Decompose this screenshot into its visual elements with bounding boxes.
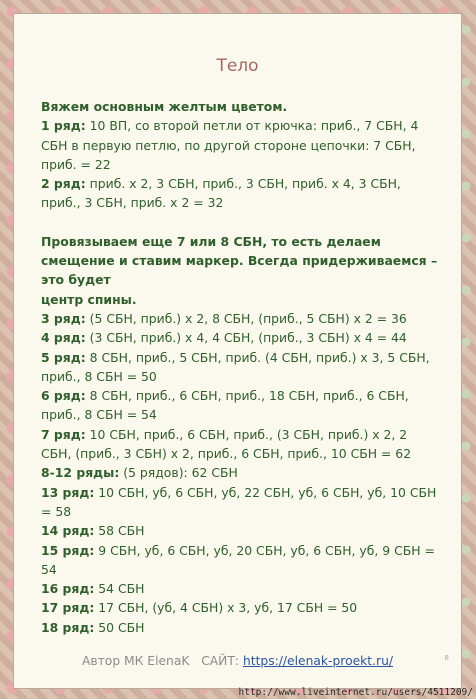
row-label: 3 ряд:	[41, 310, 86, 326]
pattern-text	[41, 97, 441, 637]
page-title: Тело	[216, 56, 259, 76]
row-instruction	[41, 618, 441, 637]
row-text: 8 СБН, приб., 6 СБН, приб., 18 СБН, приб., 6 СБН, приб., 8 СБН = 54	[41, 388, 409, 423]
footer-author: Автор МК ElenaK	[81, 654, 190, 668]
rows-block-1	[41, 116, 441, 212]
row-label: 1 ряд:	[41, 118, 86, 134]
row-instruction	[41, 579, 441, 598]
row-label: 18 ряд:	[41, 619, 95, 635]
row-label: 15 ряд:	[41, 542, 95, 558]
row-instruction	[41, 598, 441, 617]
row-text: 10 ВП, со второй петли от крючка: приб., 7 СБН, 4 СБН в первую петлю, по другой стороне цепочки: 7 СБН, приб. = 22	[41, 118, 419, 172]
note-line-1: Провязываем еще 7 или 8 СБН, то есть делаем смещение и ставим маркер. Всегда придерживаемся – это будет	[41, 233, 438, 288]
row-label: 17 ряд:	[41, 600, 95, 616]
row-label: 6 ряд:	[41, 388, 86, 404]
row-label: 5 ряд:	[41, 349, 86, 365]
row-text: 58 СБН	[94, 523, 145, 539]
page-number: 8	[444, 654, 449, 662]
row-label: 14 ряд:	[41, 523, 95, 539]
row-text: 54 СБН	[94, 581, 145, 597]
footer	[14, 654, 461, 668]
row-text: 50 СБН	[94, 619, 145, 635]
spacer	[41, 213, 441, 232]
row-instruction	[41, 483, 441, 522]
row-text: (5 СБН, приб.) х 2, 8 СБН, (приб., 5 СБН) х 2 = 36	[85, 310, 407, 326]
row-text: 8 СБН, приб., 5 СБН, приб. (4 СБН, приб.) х 3, 5 СБН, приб., 8 СБН = 50	[41, 349, 430, 384]
row-text: 9 СБН, уб, 6 СБН, уб, 20 СБН, уб, 6 СБН, уб, 9 СБН = 54	[41, 542, 435, 577]
site-link[interactable]: https://elenak-proekt.ru/	[242, 654, 394, 668]
page-card	[13, 13, 462, 689]
row-label: 4 ряд:	[41, 330, 86, 346]
row-instruction	[41, 463, 441, 482]
row-text: приб. х 2, 3 СБН, приб., 3 СБН, приб. х 4, 3 СБН, приб., 3 СБН, приб. х 2 = 32	[41, 176, 401, 211]
watermark-url: http://www.liveinternet.ru/users/4511209/	[238, 687, 473, 698]
row-instruction	[41, 328, 441, 347]
row-label: 8-12 ряды:	[41, 465, 120, 481]
row-instruction	[41, 521, 441, 540]
row-text: 17 СБН, (уб, 4 СБН) х 3, уб, 17 СБН = 50	[94, 600, 358, 616]
row-text: (5 рядов): 62 СБН	[119, 465, 238, 481]
row-text: 10 СБН, приб., 6 СБН, приб., (3 СБН, приб.) х 2, 2 СБН, (приб., 3 СБН) х 2, приб., 6 СБН, приб., 10 СБН = 62	[41, 426, 412, 462]
footer-site-label: САЙТ:	[201, 654, 240, 668]
row-instruction	[41, 386, 441, 425]
row-instruction	[41, 541, 441, 580]
row-instruction	[41, 309, 441, 328]
row-instruction	[41, 116, 441, 174]
row-instruction	[41, 174, 441, 213]
rows-block-2	[41, 309, 441, 637]
row-text: 10 СБН, уб, 6 СБН, уб, 22 СБН, уб, 6 СБН, уб, 10 СБН = 58	[41, 484, 437, 519]
row-label: 2 ряд:	[41, 176, 86, 192]
row-label: 16 ряд:	[41, 581, 95, 597]
intro-line: Вяжем основным желтым цветом.	[41, 99, 288, 114]
row-label: 13 ряд:	[41, 484, 95, 500]
row-label: 7 ряд:	[41, 426, 86, 442]
note-line-2: центр спины.	[41, 291, 137, 307]
row-instruction	[41, 425, 441, 464]
row-text: (3 СБН, приб.) х 4, 4 СБН, (приб., 3 СБН) х 4 = 44	[85, 330, 407, 346]
row-instruction	[41, 348, 441, 387]
